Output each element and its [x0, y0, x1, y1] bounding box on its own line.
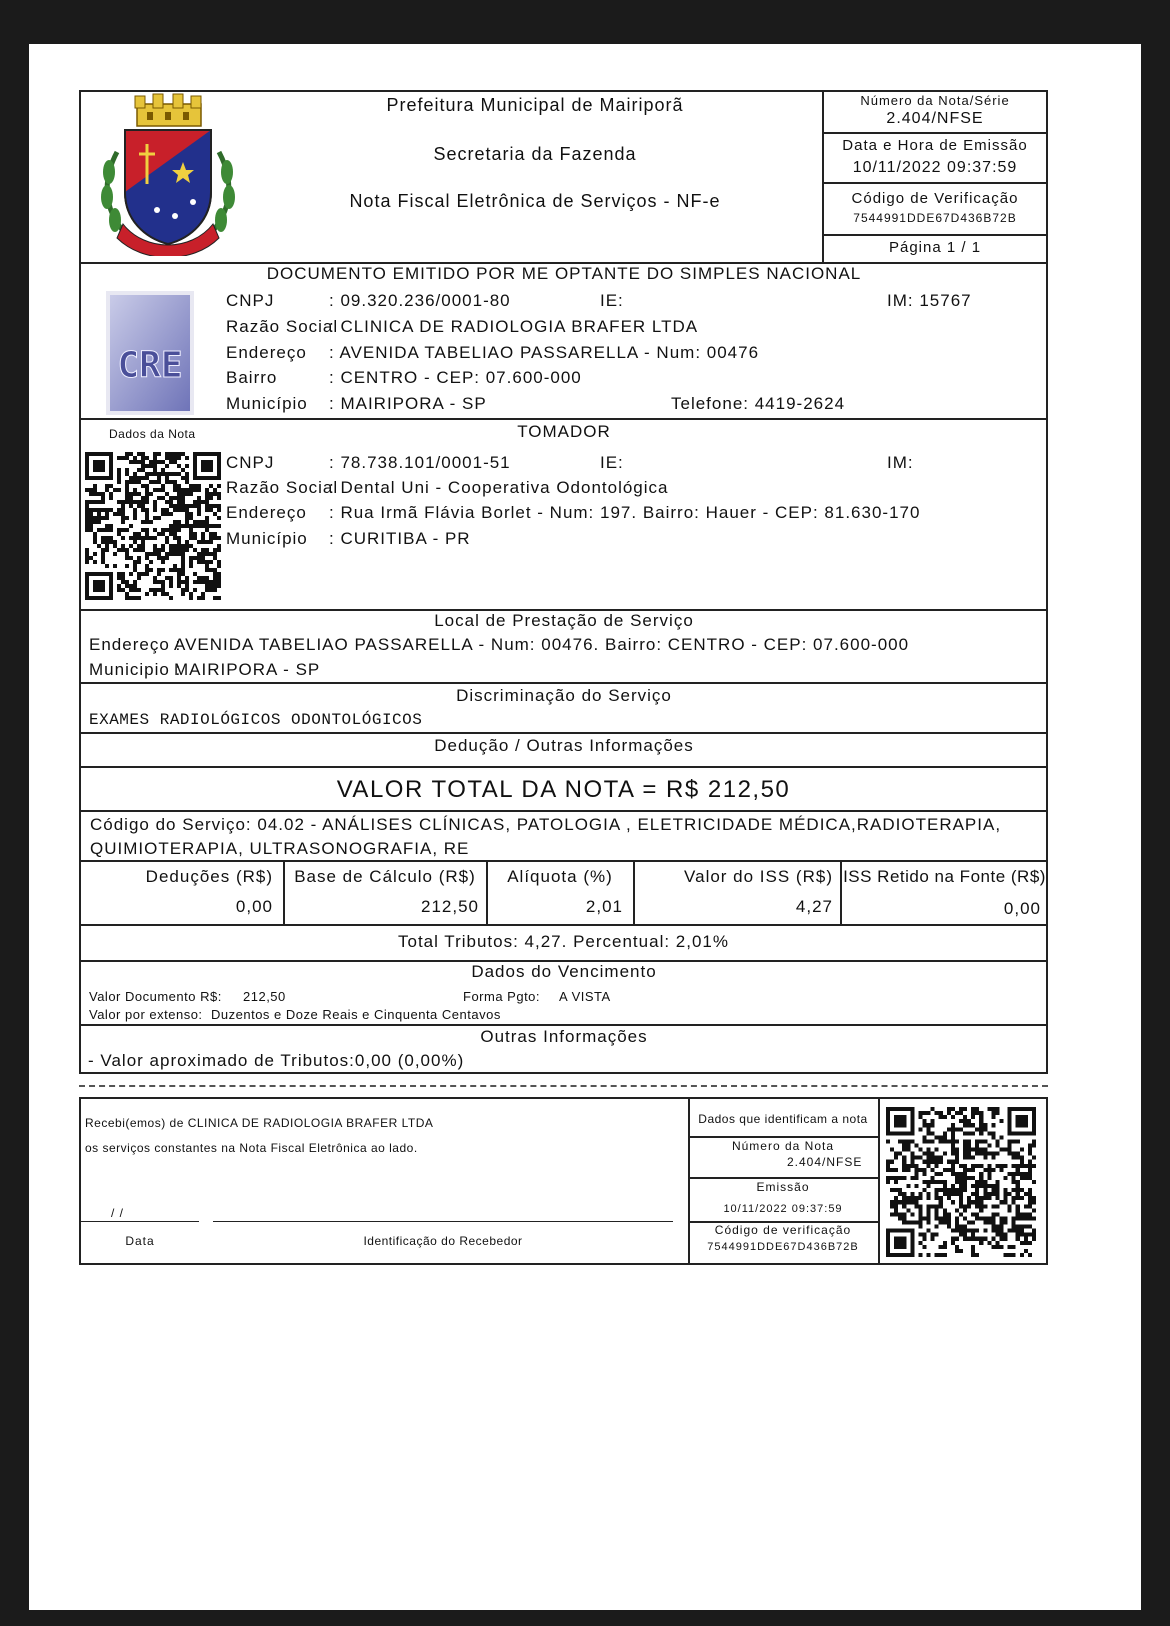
prestador-cnpj-value: : 09.320.236/0001-80 [329, 291, 511, 310]
tomador-endereco-value: : Rua Irmã Flávia Borlet - Num: 197. Bairro: Hauer - CEP: 81.630-170 [329, 503, 921, 522]
aliquota-value: 2,01 [585, 897, 623, 916]
qr-code-icon [85, 452, 221, 600]
document-title: Nota Fiscal Eletrônica de Serviços - NF-e [349, 191, 721, 211]
prestador-municipio-value: : MAIRIPORA - SP [329, 394, 487, 413]
discriminacao-title: Discriminação do Serviço [456, 686, 672, 705]
recibo-codigo-value: 7544991DDE67D436B72B [707, 1241, 859, 1253]
simples-nacional-banner: DOCUMENTO EMITIDO POR ME OPTANTE DO SIMPLES NACIONAL [266, 264, 862, 283]
iss-retido-header: ISS Retido na Fonte (R$) [843, 867, 1046, 886]
prestador-ie-label: IE: [600, 291, 624, 310]
recibo-line2: os serviços constantes na Nota Fiscal Eletrônica ao lado. [85, 1141, 418, 1155]
prestador-cnpj-label: CNPJ [226, 291, 275, 310]
valor-extenso-label: Valor por extenso: [89, 1007, 203, 1022]
valor-documento-label: Valor Documento R$: [89, 989, 222, 1004]
prestador-endereco-value: : AVENIDA TABELIAO PASSARELLA - Num: 00476 [329, 343, 760, 362]
forma-pgto-value: A VISTA [559, 989, 611, 1004]
codigo-verificacao-value: 7544991DDE67D436B72B [853, 211, 1017, 225]
prestador-telefone: Telefone: 4419-2624 [671, 394, 846, 413]
recibo-emissao-label: Emissão [756, 1180, 810, 1194]
valor-total-text: VALOR TOTAL DA NOTA = R$ 212,50 [336, 776, 791, 803]
data-slashes: / / [111, 1206, 125, 1220]
numero-nota-value: 2.404/NFSE [886, 110, 984, 127]
data-signature-line [81, 1221, 199, 1222]
deducao-title: Dedução / Outras Informações [434, 736, 694, 755]
recebedor-signature-line [213, 1221, 673, 1222]
pagina-indicator: Página 1 / 1 [888, 239, 982, 256]
valor-aproximado-tributos: - Valor aproximado de Tributos:0,00 (0,00%) [88, 1051, 465, 1070]
recibo-codigo-label: Código de verificação [714, 1223, 852, 1237]
dados-nota-label: Dados da Nota [109, 427, 196, 441]
identificacao-recebedor-label: Identificação do Recebedor [363, 1234, 523, 1248]
prestador-endereco-label: Endereço [226, 343, 307, 362]
deducoes-header: Deduções (R$) [145, 867, 273, 886]
base-calculo-header: Base de Cálculo (R$) [294, 867, 476, 886]
tomador-razao-value: : Dental Uni - Cooperativa Odontológica [329, 478, 669, 497]
local-prestacao-title: Local de Prestação de Serviço [434, 611, 694, 630]
invoice-page [29, 44, 1141, 1610]
prestador-im: IM: 15767 [887, 291, 972, 310]
tomador-municipio-value: : CURITIBA - PR [329, 529, 471, 548]
tomador-municipio-label: Município [226, 529, 308, 548]
data-emissao-label: Data e Hora de Emissão [842, 137, 1028, 154]
deducoes-value: 0,00 [235, 897, 273, 916]
prestador-razao-label: Razão Social [226, 317, 339, 336]
tomador-im: IM: [887, 453, 914, 472]
base-calculo-value: 212,50 [421, 897, 479, 916]
valor-extenso-value: Duzentos e Doze Reais e Cinquenta Centavos [211, 1007, 501, 1022]
valor-documento-value: 212,50 [243, 989, 286, 1004]
tomador-cnpj-value: : 78.738.101/0001-51 [329, 453, 511, 472]
vencimento-title: Dados do Vencimento [471, 962, 657, 981]
tomador-cnpj-label: CNPJ [226, 453, 275, 472]
iss-retido-value: 0,00 [1003, 899, 1041, 918]
prestador-bairro-value: : CENTRO - CEP: 07.600-000 [329, 368, 582, 387]
local-municipio-value: MAIRIPORA - SP [174, 660, 321, 679]
recibo-numero-label: Número da Nota [731, 1139, 835, 1153]
qr-code-receipt-icon [886, 1107, 1036, 1257]
cut-line [79, 1085, 1048, 1087]
codigo-servico-line1: Código do Serviço: 04.02 - ANÁLISES CLÍNICAS, PATOLOGIA , ELETRICIDADE MÉDICA,RADIOTERAPIA, [90, 815, 1002, 834]
local-endereco-value: AVENIDA TABELIAO PASSARELLA - Num: 00476. Bairro: CENTRO - CEP: 07.600-000 [174, 635, 910, 654]
valor-iss-value: 4,27 [795, 897, 833, 916]
codigo-servico-line2: QUIMIOTERAPIA, ULTRASONOGRAFIA, RE [90, 839, 470, 858]
dados-identificam-title: Dados que identificam a nota [698, 1112, 868, 1126]
tomador-title: TOMADOR [517, 422, 611, 441]
municipal-coat-of-arms [95, 92, 241, 256]
prestador-razao-value: : CLINICA DE RADIOLOGIA BRAFER LTDA [329, 317, 699, 336]
recibo-emissao-value: 10/11/2022 09:37:59 [723, 1203, 843, 1215]
tomador-ie-label: IE: [600, 453, 624, 472]
secretaria-title: Secretaria da Fazenda [433, 144, 637, 164]
total-tributos-text: Total Tributos: 4,27. Percentual: 2,01% [397, 932, 729, 951]
recibo-line1: Recebi(emos) de CLINICA DE RADIOLOGIA BRAFER LTDA [85, 1116, 434, 1130]
codigo-verificacao-label: Código de Verificação [851, 190, 1019, 207]
data-label: Data [125, 1234, 155, 1248]
prestador-municipio-label: Município [226, 394, 308, 413]
logo-text: CRE [117, 345, 183, 386]
discriminacao-text: EXAMES RADIOLÓGICOS ODONTOLÓGICOS [89, 711, 423, 729]
recibo-numero-value: 2.404/NFSE [787, 1155, 863, 1169]
tomador-endereco-label: Endereço [226, 503, 307, 522]
prestador-bairro-label: Bairro [226, 368, 278, 387]
local-municipio-label: Municipio : [89, 660, 182, 679]
forma-pgto-label: Forma Pgto: [463, 989, 541, 1004]
outras-informacoes-title: Outras Informações [480, 1027, 648, 1046]
valor-iss-header: Valor do ISS (R$) [684, 867, 833, 886]
prefeitura-title: Prefeitura Municipal de Mairiporã [386, 95, 684, 115]
prestador-section [79, 262, 1048, 420]
data-emissao-value: 10/11/2022 09:37:59 [852, 159, 1018, 176]
company-logo [106, 291, 194, 415]
aliquota-header: Alíquota (%) [507, 867, 613, 886]
numero-nota-label: Número da Nota/Série [860, 93, 1010, 108]
local-endereco-label: Endereço : [89, 635, 182, 654]
tomador-razao-label: Razão Social [226, 478, 339, 497]
